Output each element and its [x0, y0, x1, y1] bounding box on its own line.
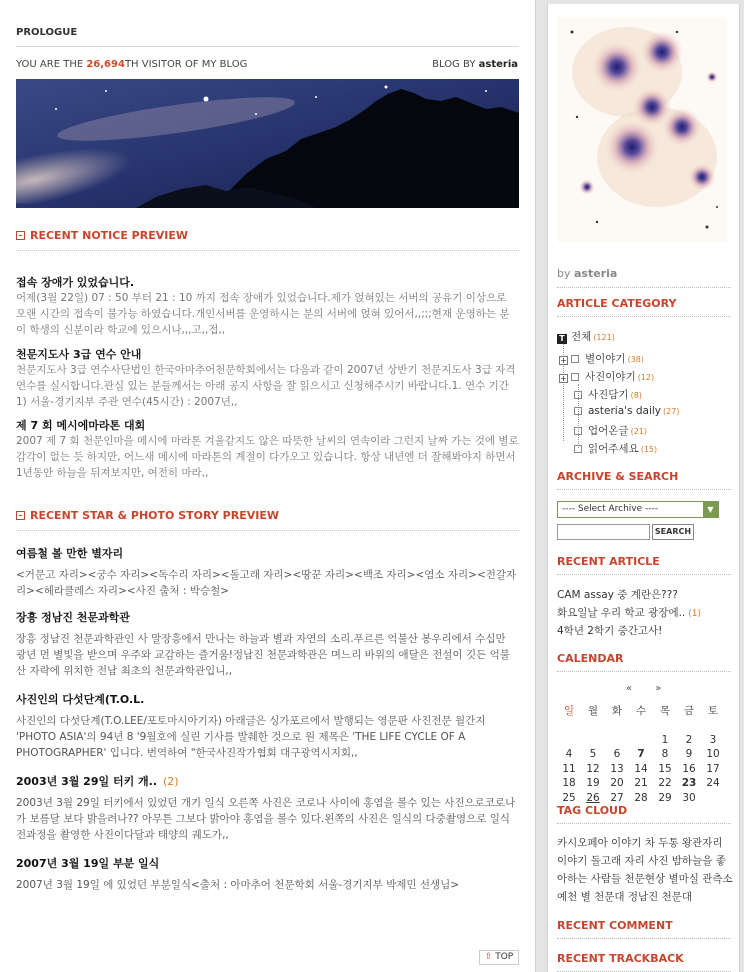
- recent-article-title: RECENT ARTICLE: [557, 555, 660, 568]
- divider: [557, 489, 731, 490]
- story-post-title-text[interactable]: 사진인의 다섯단계(T.O.L.: [16, 693, 145, 706]
- divider: [557, 823, 731, 824]
- notice-section-title: [16, 229, 188, 242]
- story-post-excerpt: <거문고 자리><궁수 자리><독수리 자리><돌고래 자리><땅꾼 자리><백조 자리><염소 자리><전갈자리><헤라클레스 자리><사진 출처 : 박승철>: [16, 569, 517, 597]
- calendar-header-row: [557, 703, 725, 718]
- calendar-day: 20: [610, 777, 624, 790]
- calendar-nav[interactable]: « »: [626, 683, 672, 694]
- sidebar: [547, 4, 740, 972]
- divider: [557, 574, 731, 575]
- visitor-counter: [16, 59, 247, 70]
- story-post-title-text[interactable]: 2007년 3월 19일 부분 일식: [16, 857, 160, 870]
- section-bullet-icon: [16, 231, 25, 240]
- blog-by-name: asteria: [478, 59, 518, 70]
- recent-article-item[interactable]: [557, 605, 701, 620]
- calendar-day: 30: [682, 791, 696, 804]
- calendar-day: 17: [706, 762, 720, 775]
- category-count: (38): [627, 355, 644, 364]
- archive-title: ARCHIVE & SEARCH: [557, 470, 679, 483]
- calendar-day: 1: [661, 733, 669, 746]
- category-item-all[interactable]: [557, 329, 615, 344]
- calendar-day: 28: [634, 791, 648, 804]
- calendar-day: [701, 791, 725, 806]
- calendar-day-linked[interactable]: 7: [637, 748, 645, 761]
- category-count: (12): [637, 373, 655, 382]
- story-post-excerpt: 사진인의 다섯단계(T.O.LEE/포토마시아기자) 아래글은 싱가포르에서 발행되는 영문판 사진전문 월간지 'PHOTO ASIA'의 94년 8 '9월호에 실린 기사를 발췌한 것으로 원 제목은 'THE LIFE CYCLE OF A PHOTOGRAPHER' 입니다. 번역하여 "한국사진작가협회 대구광역시지회,,: [16, 715, 486, 759]
- calendar-title: CALENDAR: [557, 652, 624, 665]
- calendar-grid: [557, 703, 725, 805]
- calendar-day: 4: [565, 748, 573, 761]
- tree-root-icon: T: [557, 334, 567, 344]
- calendar-day: 16: [682, 762, 696, 775]
- chevron-down-icon[interactable]: ▼: [703, 502, 718, 517]
- folder-icon: [574, 445, 582, 453]
- calendar-day: 22: [658, 777, 672, 790]
- calendar-day: 19: [586, 777, 600, 790]
- calendar-day: 10: [706, 748, 720, 761]
- notice-section-label: RECENT NOTICE PREVIEW: [30, 229, 188, 242]
- visitor-count: 26,694: [86, 59, 125, 70]
- story-post-title[interactable]: [16, 855, 159, 871]
- category-label[interactable]: 전체: [571, 331, 592, 343]
- category-item[interactable]: [574, 423, 647, 438]
- category-title: ARTICLE CATEGORY: [557, 297, 677, 310]
- weekday-label: 수: [635, 705, 647, 717]
- calendar-day: 8: [661, 748, 669, 761]
- category-label[interactable]: asteria's daily: [588, 405, 661, 417]
- calendar-week: [557, 791, 725, 806]
- visitor-suffix: TH VISITOR OF MY BLOG: [124, 59, 248, 70]
- weekday-label: 일: [563, 705, 575, 717]
- calendar-day: 12: [586, 762, 600, 775]
- calendar-day: 27: [610, 791, 624, 804]
- category-item[interactable]: [559, 351, 644, 366]
- weekday-label: 화: [611, 705, 623, 717]
- weekday-label: 월: [587, 705, 599, 717]
- page-title: PROLOGUE: [16, 27, 78, 38]
- archive-select-value: ---- Select Archive ----: [562, 504, 659, 514]
- recent-article-label[interactable]: CAM assay 중 계란은???: [557, 589, 678, 601]
- notice-post-title[interactable]: 접속 장애가 있었습니다.: [16, 276, 135, 289]
- story-post-title-text[interactable]: 2003년 3월 29일 터키 개..: [16, 775, 158, 788]
- story-post-title[interactable]: [16, 773, 179, 789]
- expand-icon[interactable]: +: [560, 356, 567, 365]
- category-item[interactable]: [559, 369, 654, 384]
- category-item[interactable]: [574, 405, 679, 417]
- divider: [557, 316, 731, 317]
- category-label[interactable]: 사진이야기: [585, 371, 636, 383]
- search-button[interactable]: SEARCH: [652, 524, 694, 540]
- recent-article-item[interactable]: [557, 587, 678, 602]
- comment-count[interactable]: (2): [163, 775, 179, 788]
- calendar-day: 3: [709, 733, 717, 746]
- notice-post-title[interactable]: 제 7 회 메시에마라톤 대회: [16, 419, 146, 432]
- calendar-day: [629, 733, 653, 748]
- category-label[interactable]: 사진담기: [588, 389, 629, 401]
- category-count: (15): [640, 445, 658, 454]
- story-section-label: RECENT STAR & PHOTO STORY PREVIEW: [30, 509, 279, 522]
- visitor-prefix: YOU ARE THE: [16, 59, 87, 70]
- top-button-label: TOP: [495, 952, 514, 962]
- calendar-day: 25: [562, 791, 576, 804]
- archive-select[interactable]: [557, 501, 719, 518]
- category-item[interactable]: [574, 441, 657, 456]
- weekday-label: 금: [683, 705, 695, 717]
- section-bullet-icon: [16, 511, 25, 520]
- calendar-day: 29: [658, 791, 672, 804]
- folder-icon: [574, 391, 582, 399]
- divider: [557, 671, 731, 672]
- calendar-day-linked[interactable]: 23: [681, 777, 697, 790]
- calendar-day: 15: [658, 762, 672, 775]
- calendar-day: 14: [634, 762, 648, 775]
- expand-icon[interactable]: +: [560, 374, 567, 383]
- top-button[interactable]: [479, 950, 519, 965]
- blog-author: [432, 59, 518, 70]
- calendar-day: 11: [562, 762, 576, 775]
- calendar-day: [557, 733, 581, 748]
- story-post-title-text[interactable]: 여름철 볼 만한 별자리: [16, 547, 124, 560]
- calendar-day: 5: [589, 748, 597, 761]
- divider: [557, 287, 731, 288]
- calendar-week: [557, 747, 725, 762]
- calendar-day: 18: [562, 777, 576, 790]
- category-label[interactable]: 별이야기: [585, 353, 626, 365]
- divider: [16, 250, 519, 251]
- recent-article-item[interactable]: [557, 623, 662, 638]
- calendar-day: [605, 733, 629, 748]
- calendar-week: [557, 733, 725, 748]
- category-count: (121): [593, 333, 615, 342]
- recent-comment-title: RECENT COMMENT: [557, 919, 673, 932]
- story-post-excerpt: 장흥 정남진 천문과학관인 사 말장흥에서 만나는 하늘과 별과 자연의 소리.푸르른 억불산 봉우리에서 수십만 광년 먼 별빛을 받으며 우주와 교감하는 즐거움!정남진 천문과학관은 며느리 바위의 애달은 전설이 깃든 억불산 자락에 위치한 전남 최초의 천문과학관입니,,: [16, 633, 510, 677]
- divider: [16, 46, 519, 47]
- recent-article-label[interactable]: 화요일날 우리 학교 광장에..: [557, 607, 686, 619]
- profile-image: [557, 17, 727, 242]
- category-label[interactable]: 업어온글: [588, 425, 629, 437]
- recent-article-label[interactable]: 4학년 2학기 중간고사!: [557, 625, 663, 637]
- category-item[interactable]: [574, 387, 642, 402]
- story-section-title: [16, 509, 279, 522]
- story-post-title[interactable]: [16, 609, 130, 625]
- category-count: (27): [663, 407, 680, 416]
- header-banner-image: [16, 79, 519, 208]
- weekday-label: 토: [707, 705, 719, 717]
- calendar-day: 21: [634, 777, 648, 790]
- calendar-day: 13: [610, 762, 624, 775]
- notice-post-excerpt: 어제(3월 22일) 07 : 50 부터 21 : 10 까지 접속 장애가 있었습니다.제가 얹혀있는 서버의 공유기 이상으로 오랜 시간의 접속이 불가능 하였습니다.개인서버를 운영하시는 분의 서버에 얹혀 있어서,,;;;현재 운영하는 분이 학생의 신분이라 학교에 있으시나,,,고,,접,,: [16, 292, 510, 336]
- divider: [16, 530, 519, 531]
- comment-count[interactable]: (1): [688, 609, 702, 619]
- story-post-excerpt: 2007년 3월 19일 에 있었던 부분일식<출처 : 아마추어 천문학회 서울-경기지부 박제민 선생님>: [16, 879, 460, 891]
- calendar-week: [557, 776, 725, 791]
- notice-post-excerpt: 2007 제 7 회 천문인마을 메시에 마라톤 겨울같지도 않은 따뜻한 날씨의 연속이라 그런지 날짜 가는 것에 별로 감각이 없는 듯 하지만, 어느새 메시에 마라톤의 계절이 다가오고 있습니다. 항상 내년엔 더 잘해봐야지 하면서 1년동안 하늘을 뒤져보지만, 여전히 마라,,: [16, 435, 519, 479]
- folder-icon: [571, 355, 579, 363]
- author-name: asteria: [574, 267, 618, 280]
- tag-cloud-title: TAG CLOUD: [557, 804, 628, 817]
- calendar-week: [557, 762, 725, 777]
- folder-icon: [574, 427, 582, 435]
- calendar-day-today[interactable]: 26: [586, 791, 600, 804]
- story-post-title[interactable]: [16, 545, 123, 561]
- weekday-label: 목: [659, 705, 671, 717]
- arrow-up-icon: ⇧: [484, 952, 493, 962]
- calendar-day: 2: [685, 733, 693, 746]
- notice-post-excerpt: 천문지도사 3급 연수사단법인 한국아마추어천문학회에서는 다음과 같이 2007년 상반기 천문지도사 3급 자격 연수를 실시합니다.관심 있는 분들께서는 아래 공지 사항을 잘 읽으시고 신청해주시기 바랍니다.1. 연수 기간 1) 서울-경기지부 주관 연수(45시간) : 2007년,,: [16, 364, 516, 408]
- divider: [557, 938, 731, 939]
- by-label: by: [557, 267, 574, 280]
- category-label[interactable]: 읽어주세요: [588, 443, 639, 455]
- folder-icon: [571, 373, 579, 381]
- folder-icon: [574, 407, 582, 415]
- calendar-day: 9: [685, 748, 693, 761]
- category-count: (21): [630, 427, 647, 436]
- calendar-day: 24: [706, 777, 720, 790]
- calendar-day: [581, 733, 605, 748]
- blog-by-label: BLOG BY: [432, 59, 479, 70]
- story-post-title[interactable]: [16, 691, 144, 707]
- category-count: (8): [630, 391, 642, 400]
- search-input[interactable]: [557, 524, 650, 540]
- notice-post-title[interactable]: 천문지도사 3급 연수 안내: [16, 348, 142, 361]
- calendar-day: 6: [613, 748, 621, 761]
- recent-trackback-title: RECENT TRACKBACK: [557, 952, 684, 965]
- story-post-excerpt: 2003년 3월 29일 터키에서 있었던 개기 일식 오른쪽 사진은 코로나 사이에 홍염을 볼수 있는 사진으로코로나가 보름달 보다 밝을려나?? 아무튼 그보다 밝아야 홍염을 볼수 있다.왼쪽의 사진은 일식의 다중촬영으로 일식 전과정을 촬영한 사진이다달과 태양의 궤도가,,: [16, 797, 516, 841]
- tag-cloud[interactable]: 카시오페아 이야기 차 두통 왕관자리 이야기 돌고래 자리 사진 밤하늘을 좋아하는 사람들 천문현상 별마실 관측소 예천 별 천문대 정남진 천문대: [557, 837, 733, 903]
- author-byline: [557, 267, 617, 280]
- story-post-title-text[interactable]: 장흥 정남진 천문과학관: [16, 611, 130, 624]
